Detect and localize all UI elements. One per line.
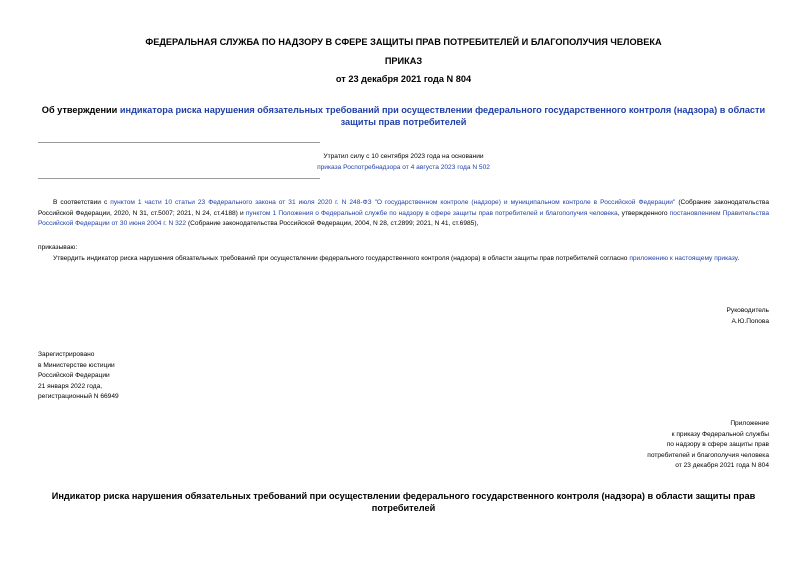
- preamble-text-4: (Собрание законодательства Российской Федерации, 2004, N 28, ст.2899; 2021, N 41, ст.6985),: [186, 220, 479, 228]
- document-date-number: от 23 декабря 2021 года N 804: [335, 74, 472, 84]
- preamble-paragraph: [38, 198, 769, 230]
- registration-line: Российской Федерации: [38, 372, 110, 380]
- appendix-line: по надзору в сфере защиты прав: [666, 441, 769, 449]
- status-line: Утратил силу с 10 сентября 2023 года на основании: [323, 153, 484, 160]
- appendix-header: [500, 419, 769, 472]
- status-link-row: [38, 163, 769, 174]
- document-type: ПРИКАЗ: [384, 56, 423, 66]
- signature-block: [500, 306, 769, 327]
- registration-line: 21 января 2022 года,: [38, 382, 103, 390]
- order-text: Утвердить индикатор риска нарушения обязательных требований при осуществлении федерального государственного контроля (надзора) в области защиты прав потребителей согласно: [53, 255, 630, 262]
- regulation-link[interactable]: пунктом 1 Положения о Федеральной службе по надзору в сфере защиты прав потребителей и благополучия человека: [245, 209, 618, 217]
- agency-name: ФЕДЕРАЛЬНАЯ СЛУЖБА ПО НАДЗОРУ В СФЕРЕ ЗАЩИТЫ ПРАВ ПОТРЕБИТЕЛЕЙ И БЛАГОПОЛУЧИЯ ЧЕЛОВЕКА: [145, 37, 662, 47]
- appendix-line: к приказу Федеральной службы: [671, 430, 769, 438]
- registration-line: регистрационный N 66949: [38, 393, 119, 401]
- preamble-text-3: , утвержденного: [617, 209, 670, 217]
- preamble-text-1: В соответствии с: [53, 199, 111, 206]
- document-title: [40, 105, 767, 128]
- appendix-line: Приложение: [730, 420, 769, 427]
- order-paragraph: [38, 254, 769, 265]
- registration-block: [38, 350, 238, 403]
- divider-bottom: [38, 178, 320, 179]
- signature-position: Руководитель: [726, 307, 769, 314]
- order-text-end: .: [737, 255, 740, 262]
- registration-line: в Министерстве юстиции: [38, 361, 115, 369]
- divider-top: [38, 142, 320, 143]
- preamble-text-2: (Собрание законодательства Российской Федерации, 2020, N 31, ст.5007; 2021, N 24, ст.4188) и: [38, 199, 769, 217]
- appendix-line: от 23 декабря 2021 года N 804: [675, 462, 769, 470]
- government-decree-link[interactable]: постановлением Правительства Российской Федерации от 30 июня 2004 г. N 322: [38, 209, 769, 228]
- signature-name: А.Ю.Попова: [731, 317, 769, 325]
- title-link[interactable]: индикатора риска нарушения обязательных требований при осуществлении федерального государственного контроля (надзора) в области защиты прав потребителей: [119, 105, 766, 127]
- title-prefix: Об утверждении: [41, 105, 120, 115]
- appendix-title: Индикатор риска нарушения обязательных требований при осуществлении федерального государственного контроля (надзора) в области защиты прав потребителей: [51, 491, 756, 513]
- appendix-line: потребителей и благополучия человека: [647, 451, 769, 459]
- status-repeal-link[interactable]: приказа Роспотребнадзора от 4 августа 2023 года N 502: [317, 164, 490, 171]
- appendix-link[interactable]: приложению к настоящему приказу: [629, 255, 738, 262]
- order-word: приказываю:: [38, 244, 78, 251]
- registration-line: Зарегистрировано: [38, 351, 95, 358]
- federal-law-link[interactable]: пунктом 1 части 10 статьи 23 Федерального закона от 31 июля 2020 г. N 248-ФЗ "О государственном контроле (надзоре) и муниципальном контроле в Российской Федерации": [110, 199, 676, 206]
